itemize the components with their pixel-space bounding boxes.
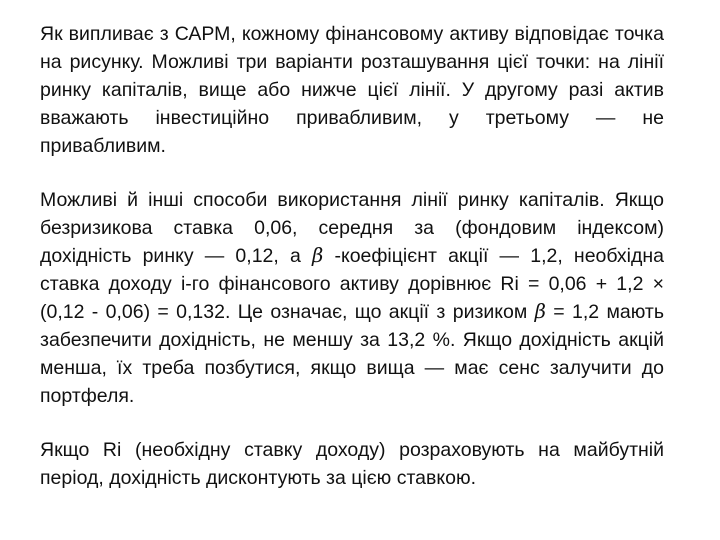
beta-symbol: β: [312, 244, 324, 267]
slide-body: [40, 20, 664, 492]
paragraph-text-part-3: = 1,2 мають забезпечити дохідність, не меншу за 13,2 %. Якщо дохідність акцій менша, їх треба позбутися, якщо вища — має сенс залучити до портфеля.: [40, 301, 664, 407]
paragraph-text-part-2: -коефіцієнт акції — 1,2, необхідна ставка доходу і-го фінансового активу дорівнює Ri = 0,06 + 1,2 × (0,12 - 0,06) = 0,132. Це означає, що акції з ризиком: [40, 245, 664, 323]
paragraph-capm-points: Як випливає з САРМ, кожному фінансовому активу відповідає точка на рисунку. Можливі три варіанти розташування цієї точки: на лінії ринку капіталів, вище або нижче цієї лінії. У другому разі актив вважають інвестиційно привабливим, у третьому — не привабливим.: [40, 23, 664, 157]
paragraph-text-part-1: Можливі й інші способи використання лінії ринку капіталів. Якщо безризикова ставка 0,06, середня за (фондовим індексом) дохідність ринку — 0,12, а: [40, 189, 664, 267]
paragraph-discounting: Якщо Ri (необхідну ставку доходу) розраховують на майбутній період, дохідність дисконтують за цією ставкою.: [40, 439, 664, 489]
beta-symbol: β: [534, 300, 546, 323]
paragraph-capital-market-line-example: [40, 186, 664, 410]
